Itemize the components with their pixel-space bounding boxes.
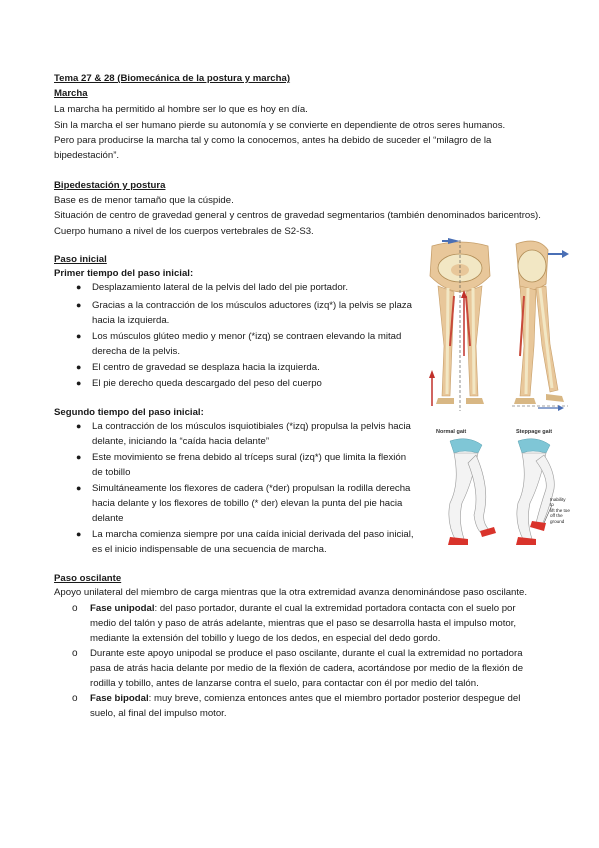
paragraph-line: Situación de centro de gravedad general y centros de gravedad segmentarios (también denominados baricentros). [54,210,541,221]
circle-bullet-icon: o [72,693,78,704]
list-item-line: derecha de la pelvis. [92,346,180,357]
bullet-icon: ● [76,362,82,372]
list-item-line: La marcha comienza siempre por una caída inicial derivada del paso inicial, [92,529,414,540]
list-item-line: medio del talón y paso de atrás adelante, mientras que el paso se desarrolla hasta el impulso motor, [90,618,517,629]
list-item-line: hacia la izquierda. [92,315,170,326]
list-item-text: : muy breve, comienza entonces antes que el miembro portador posterior despegue del [148,693,521,704]
list-item-line: El centro de gravedad se desplaza hacia la izquierda. [92,362,320,373]
normal-gait-leg [448,439,496,545]
term-fase-bipodal: Fase bipodal [90,693,149,704]
list-item-line: suelo, al final del impulso motor. [90,708,227,719]
list-item-line: Simultáneamente los flexores de cadera (*der) propulsan la rodilla derecha [92,483,411,494]
steppage-gait-leg [516,439,554,545]
pelvis-legs-illustration [420,236,570,416]
list-item-line: El pie derecho queda descargado del peso del cuerpo [92,378,322,389]
list-item-line: Durante este apoyo unipodal se produce el paso oscilante, durante el cual la extremidad no portadora [90,648,523,659]
bullet-icon: ● [76,483,82,493]
subheading-primer-tiempo: Primer tiempo del paso inicial: [54,268,194,279]
section-heading-marcha: Marcha [54,88,88,99]
annotation-line: off the [550,513,563,519]
bullet-icon: ● [76,300,82,310]
paragraph-line: Pero para producirse la marcha tal y como la conocemos, antes ha debido de suceder el “milagro de la [54,135,492,146]
circle-bullet-icon: o [72,648,78,659]
bullet-icon: ● [76,421,82,431]
list-item-line: de tobillo [92,467,131,478]
section-heading-paso-inicial: Paso inicial [54,254,107,265]
list-item-line: Este movimiento se frena debido al tríceps sural (izq*) que limita la flexión [92,452,407,463]
paragraph-line: Sin la marcha el ser humano pierde su autonomía y se convierte en dependiente de otros seres humanos. [54,120,506,131]
list-item-line: hacia delante y los flexores de tobillo (* der) elevan la punta del pie hacia [92,498,403,509]
list-item-line [90,691,520,707]
document-title: Tema 27 & 28 (Biomecánica de la postura y marcha) [54,73,291,84]
steppage-gait-label: Steppage gait [516,429,553,435]
subheading-segundo-tiempo: Segundo tiempo del paso inicial: [54,407,204,418]
list-item-line: delante [92,513,124,524]
annotation-line: ground [550,518,565,524]
paragraph-line: La marcha ha permitido al hombre ser lo que es hoy en día. [54,104,308,115]
list-item-line: pasa de atrás hacia delante por medio de la flexión de cadera, acortándose por medio de la flexión de [90,663,524,674]
list-item-line: rodilla y tobillo, antes de lanzarse contra el suelo, para contactar con él por medio del talón. [90,678,479,689]
normal-gait-label: Normal gait [436,429,467,435]
annotation-line: lift the toe [550,507,570,513]
list-item-line: Desplazamiento lateral de la pelvis del lado del pie portador. [92,282,348,293]
gait-comparison-figure [420,423,570,551]
list-item-line: mediante la extensión del tobillo y luego de los dedos, en especial del dedo gordo. [90,633,441,644]
paragraph-line: Cuerpo humano a nivel de los cuerpos vertebrales de S2-S3. [54,226,314,237]
paragraph-line: bipedestación”. [54,150,120,161]
bullet-icon: ● [76,452,82,462]
list-item-line: La contracción de los músculos isquiotibiales (*izq) propulsa la pelvis hacia [92,421,411,432]
list-item-text: : del paso portador, durante el cual la extremidad portadora contacta con el suelo por [154,603,516,614]
bullet-icon: ● [76,378,82,388]
inability-annotation [550,497,570,524]
circle-bullet-icon: o [72,603,78,614]
gait-legs-drawing [420,423,570,551]
bullet-icon: ● [76,331,82,341]
list-item-line: Gracias a la contracción de los músculos aductores (izq*) la pelvis se plaza [92,300,412,311]
term-fase-unipodal: Fase unipodal [90,603,155,614]
section-heading-paso-oscilante: Paso oscilante [54,573,122,584]
list-item-line [90,601,516,617]
bullet-icon: ● [76,282,82,292]
list-item-line: Los músculos glúteo medio y menor (*izq) se contraen elevando la mitad [92,331,402,342]
section-heading-bipedestacion: Bipedestación y postura [54,180,166,191]
paragraph-line: Apoyo unilateral del miembro de carga mientras que la otra extremidad avanza denominándose paso oscilante. [54,587,528,598]
paragraph-line: Base es de menor tamaño que la cúspide. [54,195,234,206]
list-item-line: es el inicio indispensable de una secuencia de marcha. [92,544,327,555]
bullet-icon: ● [76,529,82,539]
list-item-line: delante, iniciando la “caída hacia delante” [92,436,270,447]
annotation-line: Inability to [550,497,566,508]
